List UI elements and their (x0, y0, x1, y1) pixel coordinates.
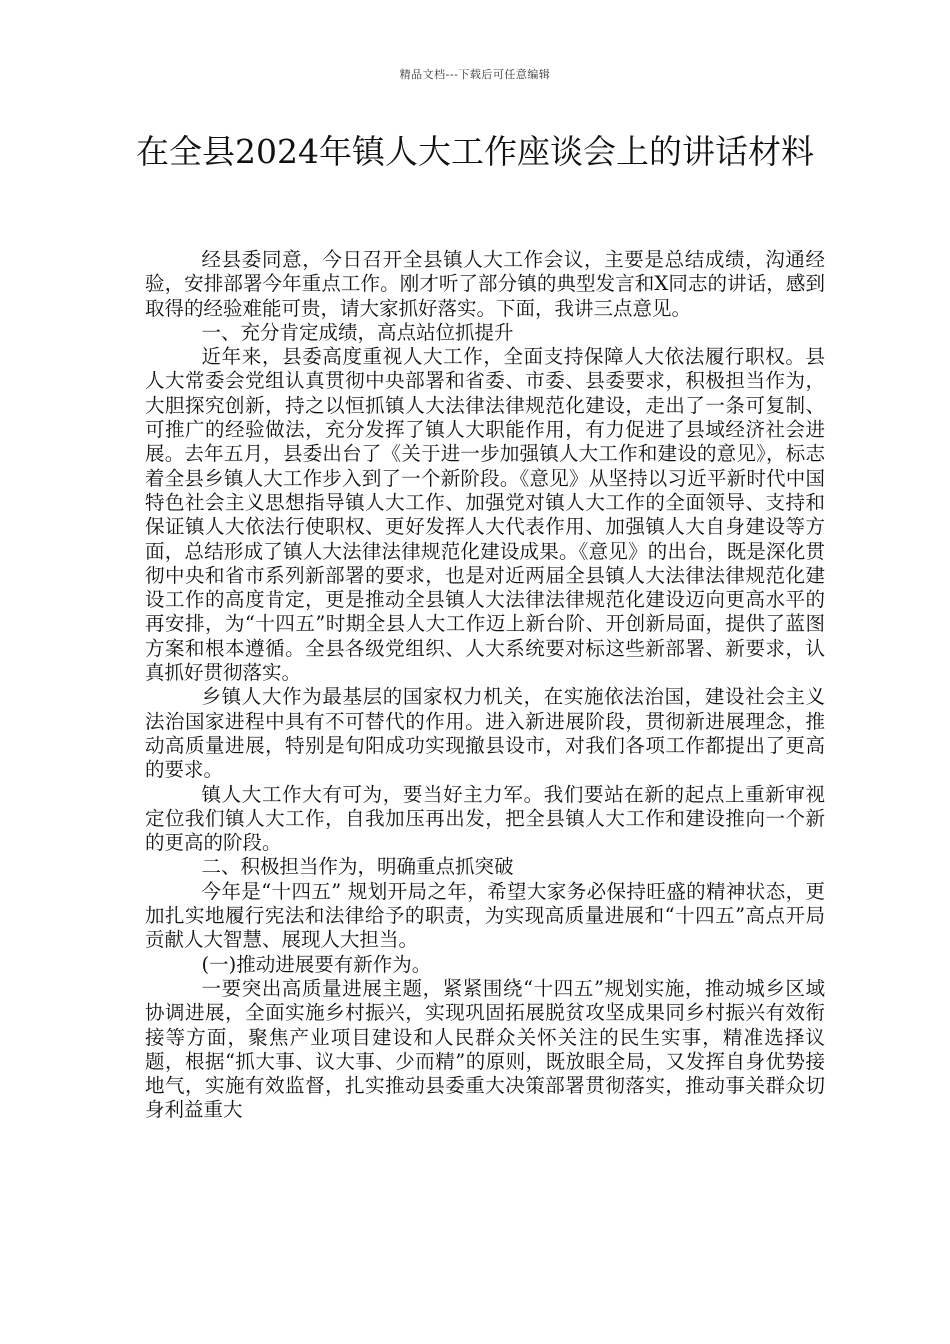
section-heading-2: 二、积极担当作为，明确重点抓突破 (201, 855, 514, 879)
paragraph-intro: 经县委同意，今日召开全县镇人大工作会议，主要是总结成绩，沟通经验，安排部署今年重点工作。刚才听了部分镇的典型发言和X同志的讲话，感到取得的经验难能可贵，请大家抓好落实。下面，我讲三点意见。 (145, 248, 825, 320)
header-note: 精品文档---下载后可任意编辑 (399, 68, 551, 81)
section-heading-1: 一、充分肯定成绩，高点站位抓提升 (201, 320, 514, 344)
paragraph: 一要突出高质量进展主题，紧紧围绕“十四五”规划实施，推动城乡区域协调进展，全面实施乡村振兴，实现巩固拓展脱贫攻坚成果同乡村振兴有效衔接等方面，聚焦产业项目建设和人民群众关怀关注的民生实事，精准选择议题，根据“抓大事、议大事、少而精”的原则，既放眼全局，又发挥自身优势接地气，实施有效监督，扎实推动县委重大决策部署贯彻落实，推动事关群众切身利益重大 (145, 976, 825, 1122)
paragraph: 乡镇人大作为最基层的国家权力机关，在实施依法治国，建设社会主义法治国家进程中具有不可替代的作用。进入新进展阶段，贯彻新进展理念，推动高质量进展，特别是旬阳成功实现撤县设市，对我们各项工作都提出了更高的要求。 (145, 685, 825, 782)
subsection-heading-1: (一)推动进展要有新作为。 (201, 952, 432, 976)
paragraph: 近年来，县委高度重视人大工作，全面支持保障人大依法履行职权。县人大常委会党组认真贯彻中央部署和省委、市委、县委要求，积极担当作为，大胆探究创新，持之以恒抓镇人大法律法律规范化建设，走出了一条可复制、可推广的经验做法，充分发挥了镇人大职能作用，有力促进了县域经济社会进展。去年五月，县委出台了《关于进一步加强镇人大工作和建设的意见》，标志着全县乡镇人大工作步入到了一个新阶段。《意见》从坚持以习近平新时代中国特色社会主义思想指导镇人大工作、加强党对镇人大工作的全面领导、支持和保证镇人大依法行使职权、更好发挥人大代表作用、加强镇人大自身建设等方面，总结形成了镇人大法律法律规范化建设成果。《意见》的出台，既是深化贯彻中央和省市系列新部署的要求，也是对近两届全县镇人大法律法律规范化建设工作的高度肯定，更是推动全县镇人大法律法律规范化建设迈向更高水平的再安排，为“十四五”时期全县人大工作迈上新台阶、开创新局面，提供了蓝图方案和根本遵循。全县各级党组织、人大系统要对标这些新部署、新要求，认真抓好贯彻落实。 (145, 345, 825, 685)
paragraph: 今年是“十四五” 规划开局之年，希望大家务必保持旺盛的精神状态，更加扎实地履行宪法和法律给予的职责，为实现高质量进展和“十四五”高点开局贡献人大智慧、展现人大担当。 (145, 879, 825, 952)
paragraph: 镇人大工作大有可为，要当好主力军。我们要站在新的起点上重新审视定位我们镇人大工作，自我加压再出发，把全县镇人大工作和建设推向一个新的更高的阶段。 (145, 782, 825, 855)
document-body (145, 248, 825, 1123)
document-title: 在全县2024年镇人大工作座谈会上的讲话材料 (136, 132, 814, 171)
